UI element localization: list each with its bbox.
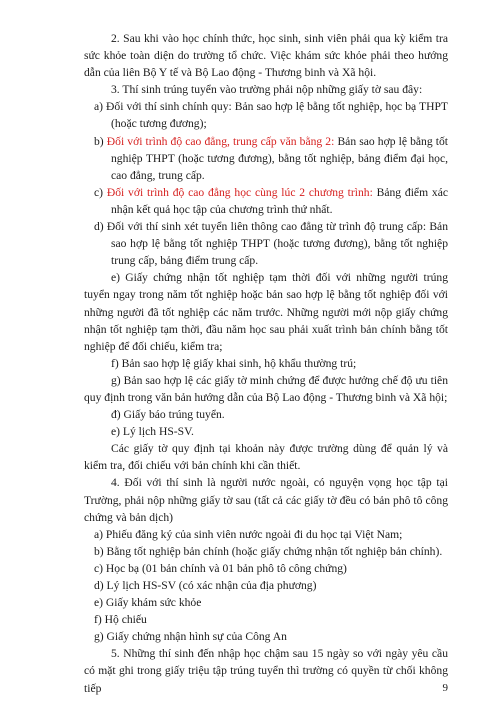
foreign-item-f: f) Hộ chiếu (94, 613, 147, 627)
item-b-text: Bản sao hợp lệ bằng tốt nghiệp THPT (hoặc tương đương), bằng tốt nghiệp, bảng điểm đại học, cao đẳng, trung cấp. (111, 134, 449, 182)
paragraph-5: 5. Những thí sinh đến nhập học chậm sau 15 ngày so với ngày yêu cầu có mặt ghi trong giấy triệu tập trúng tuyển thì trường có quyền từ chối không tiếp (84, 647, 448, 695)
foreign-item-e: e) Giấy khám sức khỏe (94, 596, 202, 610)
item-b: b) Đối với trình độ cao đẳng, trung cấp văn bằng 2: Bản sao hợp lệ bằng tốt nghiệp THPT (hoặc tương đương), bằng tốt nghiệp, bảng điểm đại học, cao đẳng, trung cấp. (94, 134, 449, 182)
item-c: c) Đối với trình độ cao đẳng học cùng lúc 2 chương trình: Bảng điểm xác nhận kết quả học tập của chương trình thứ nhất. (94, 185, 448, 216)
paragraph-4: 4. Đối với thí sinh là người nước ngoài, có nguyện vọng học tập tại Trường, phải nộp những giấy tờ sau (tất cả các giấy tờ đều có bản phô tô công chứng và bản dịch) (84, 476, 448, 524)
foreign-item-d: d) Lý lịch HS-SV (có xác nhận của địa phương) (94, 579, 317, 592)
item-e-certificate: e) Giấy chứng nhận tốt nghiệp tạm thời đối với những người trúng tuyển ngay trong năm tốt nghiệp hoặc bản sao hợp lệ bằng tốt nghiệp đối với những người đã tốt nghiệp các năm trước. Những người mới nộp giấy chứng nhận tốt nghiệp tạm thời, đầu năm học sau phải xuất trình bản chính bằng tốt nghiệp để đối chiếu, kiểm tra; (84, 271, 448, 353)
item-resume: e) Lý lịch HS-SV. (111, 425, 194, 439)
item-admission-notice: đ) Giấy báo trúng tuyển. (111, 408, 225, 422)
item-g-priority: g) Bản sao hợp lệ các giấy tờ minh chứng để được hưởng chế độ ưu tiên quy định trong văn bản hướng dẫn của Bộ Lao động - Thương binh và Xã hội; (84, 373, 448, 404)
paragraph-2: 2. Sau khi vào học chính thức, học sinh, sinh viên phải qua kỳ kiểm tra sức khỏe toàn diện do trường tổ chức. Việc khám sức khỏe phải theo hướng dẫn của liên Bộ Y tế và Bộ Lao động - Thương binh và Xã hội. (84, 32, 448, 80)
item-c-heading: Đối với trình độ cao đẳng học cùng lúc 2 chương trình: (106, 185, 373, 199)
item-c-text: Bảng điểm xác nhận kết quả học tập của chương trình thứ nhất. (111, 185, 448, 216)
item-f-birth-cert: f) Bản sao hợp lệ giấy khai sinh, hộ khẩu thường trú; (111, 356, 357, 370)
item-d: d) Đối với thí sinh xét tuyển liên thông cao đẳng từ trình độ trung cấp: Bản sao hợp lệ bằng tốt nghiệp THPT (hoặc tương đương), bằng tốt nghiệp trung cấp, bảng điểm trung cấp. (94, 220, 448, 268)
foreign-item-c: c) Học bạ (01 bản chính và 01 bản phô tô công chứng) (94, 561, 347, 575)
paragraph-3: 3. Thí sinh trúng tuyển vào trường phải nộp những giấy tờ sau đây: (111, 83, 423, 97)
item-a: a) Đối với thí sinh chính quy: Bản sao hợp lệ bằng tốt nghiệp, học bạ THPT (hoặc tương đương); (94, 100, 448, 131)
foreign-item-a: a) Phiếu đăng ký của sinh viên nước ngoài đi du học tại Việt Nam; (94, 527, 403, 541)
foreign-item-g: g) Giấy chứng nhận hình sự của Công An (94, 630, 287, 644)
foreign-item-b: b) Bằng tốt nghiệp bản chính (hoặc giấy chứng nhận tốt nghiệp bản chính). (94, 544, 443, 558)
page-number: 9 (442, 682, 448, 694)
item-b-heading: Đối với trình độ cao đẳng, trung cấp văn bằng 2: (106, 134, 335, 148)
note-paragraph: Các giấy tờ quy định tại khoản này được trường dùng để quản lý và kiểm tra, đối chiếu với bản chính khi cần thiết. (84, 442, 448, 473)
